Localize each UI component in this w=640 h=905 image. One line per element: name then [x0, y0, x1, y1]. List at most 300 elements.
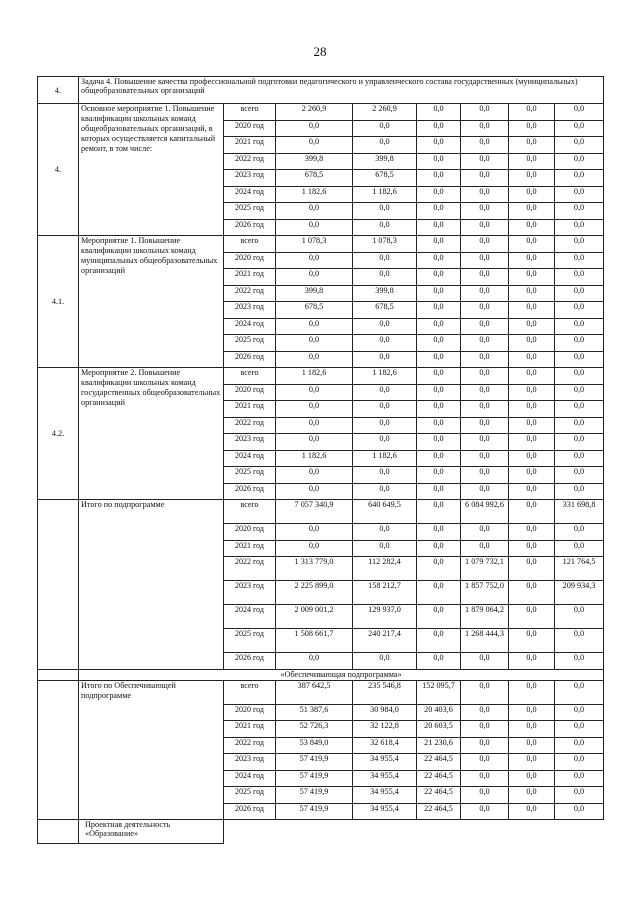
- value-cell: 0,0: [276, 335, 353, 352]
- year-cell: 2023 год: [224, 302, 276, 319]
- value-cell: 0,0: [461, 203, 509, 220]
- year-cell: 2025 год: [224, 629, 276, 653]
- year-cell: 2025 год: [224, 335, 276, 352]
- section-header: «Обеспечивающая подпрограмма»: [79, 669, 604, 680]
- value-cell: 0,0: [555, 483, 604, 500]
- value-cell: 0,0: [509, 737, 555, 754]
- value-cell: 0,0: [555, 401, 604, 418]
- value-cell: 57 419,9: [276, 770, 353, 787]
- year-cell: 2020 год: [224, 120, 276, 137]
- task-row: [38, 77, 604, 104]
- value-cell: 0,0: [555, 335, 604, 352]
- value-cell: 0,0: [461, 269, 509, 286]
- value-cell: 0,0: [276, 203, 353, 220]
- item-name: Итого по подпрограмме: [79, 500, 224, 670]
- value-cell: 0,0: [417, 186, 461, 203]
- value-cell: 0,0: [555, 236, 604, 253]
- value-cell: 0,0: [509, 252, 555, 269]
- value-cell: 0,0: [509, 434, 555, 451]
- value-cell: 0,0: [461, 285, 509, 302]
- value-cell: 0,0: [461, 754, 509, 771]
- value-cell: 0,0: [555, 737, 604, 754]
- value-cell: 678,5: [353, 170, 417, 187]
- value-cell: 0,0: [461, 680, 509, 704]
- value-cell: 0,0: [555, 605, 604, 629]
- year-cell: всего: [224, 680, 276, 704]
- year-cell: 2021 год: [224, 269, 276, 286]
- value-cell: 0,0: [555, 104, 604, 121]
- year-cell: 2026 год: [224, 653, 276, 670]
- value-cell: 0,0: [461, 540, 509, 557]
- year-cell: 2022 год: [224, 417, 276, 434]
- budget-table: [37, 76, 604, 844]
- value-cell: 0,0: [509, 335, 555, 352]
- value-cell: 0,0: [555, 803, 604, 820]
- value-cell: 0,0: [509, 153, 555, 170]
- value-cell: 0,0: [461, 302, 509, 319]
- value-cell: 0,0: [555, 417, 604, 434]
- value-cell: 53 849,0: [276, 737, 353, 754]
- value-cell: 52 726,3: [276, 721, 353, 738]
- value-cell: 0,0: [509, 629, 555, 653]
- value-cell: 0,0: [555, 770, 604, 787]
- value-cell: 0,0: [509, 203, 555, 220]
- value-cell: 0,0: [555, 318, 604, 335]
- value-cell: 0,0: [276, 540, 353, 557]
- item-name: Основное мероприятие 1. Повышение квалификации школьных команд общеобразовательных организаций, в которых осуществляется капитальный ремонт, в том числе:: [79, 104, 224, 236]
- value-cell: 112 282,4: [353, 557, 417, 581]
- value-cell: 0,0: [417, 302, 461, 319]
- value-cell: 20 403,6: [417, 704, 461, 721]
- value-cell: 0,0: [555, 524, 604, 541]
- value-cell: 0,0: [509, 540, 555, 557]
- value-cell: 0,0: [276, 524, 353, 541]
- value-cell: 0,0: [417, 137, 461, 154]
- value-cell: 0,0: [509, 219, 555, 236]
- table-row: [38, 104, 604, 121]
- value-cell: 0,0: [461, 236, 509, 253]
- value-cell: 0,0: [509, 384, 555, 401]
- value-cell: 0,0: [417, 269, 461, 286]
- value-cell: 1 078,3: [276, 236, 353, 253]
- value-cell: 0,0: [461, 524, 509, 541]
- value-cell: 0,0: [417, 581, 461, 605]
- value-cell: 0,0: [509, 318, 555, 335]
- value-cell: 0,0: [509, 417, 555, 434]
- value-cell: 0,0: [555, 540, 604, 557]
- value-cell: 0,0: [276, 401, 353, 418]
- value-cell: 0,0: [353, 137, 417, 154]
- year-cell: 2023 год: [224, 754, 276, 771]
- value-cell: 0,0: [461, 737, 509, 754]
- year-cell: 2021 год: [224, 721, 276, 738]
- value-cell: 0,0: [461, 417, 509, 434]
- value-cell: 0,0: [276, 434, 353, 451]
- value-cell: 1 182,6: [353, 368, 417, 385]
- value-cell: 0,0: [509, 401, 555, 418]
- year-cell: всего: [224, 368, 276, 385]
- value-cell: 57 419,9: [276, 803, 353, 820]
- value-cell: 0,0: [417, 368, 461, 385]
- value-cell: 1 508 661,7: [276, 629, 353, 653]
- value-cell: 0,0: [555, 153, 604, 170]
- value-cell: 0,0: [353, 483, 417, 500]
- value-cell: 0,0: [509, 770, 555, 787]
- value-cell: 0,0: [555, 721, 604, 738]
- value-cell: 0,0: [461, 104, 509, 121]
- value-cell: 0,0: [276, 384, 353, 401]
- value-cell: 0,0: [417, 605, 461, 629]
- value-cell: 2 260,9: [276, 104, 353, 121]
- task-number: 4.: [38, 77, 79, 104]
- year-cell: 2026 год: [224, 803, 276, 820]
- value-cell: 1 182,6: [276, 450, 353, 467]
- value-cell: 0,0: [461, 434, 509, 451]
- value-cell: 0,0: [555, 170, 604, 187]
- year-cell: 2024 год: [224, 318, 276, 335]
- value-cell: 0,0: [461, 351, 509, 368]
- year-cell: 2022 год: [224, 737, 276, 754]
- value-cell: 22 464,5: [417, 803, 461, 820]
- value-cell: 51 387,6: [276, 704, 353, 721]
- value-cell: 0,0: [461, 704, 509, 721]
- year-cell: 2020 год: [224, 384, 276, 401]
- value-cell: 0,0: [509, 368, 555, 385]
- final-title: Проектная деятельность «Образование»: [79, 820, 224, 844]
- value-cell: 152 095,7: [417, 680, 461, 704]
- value-cell: 387 642,5: [276, 680, 353, 704]
- value-cell: 0,0: [276, 120, 353, 137]
- value-cell: 0,0: [417, 252, 461, 269]
- value-cell: 0,0: [555, 680, 604, 704]
- value-cell: 0,0: [353, 401, 417, 418]
- value-cell: 0,0: [509, 721, 555, 738]
- value-cell: 0,0: [353, 318, 417, 335]
- value-cell: 0,0: [417, 236, 461, 253]
- year-cell: всего: [224, 104, 276, 121]
- value-cell: 0,0: [555, 434, 604, 451]
- value-cell: 34 955,4: [353, 787, 417, 804]
- value-cell: 158 212,7: [353, 581, 417, 605]
- year-cell: всего: [224, 500, 276, 524]
- value-cell: 1 182,6: [276, 368, 353, 385]
- value-cell: 0,0: [353, 434, 417, 451]
- value-cell: 0,0: [417, 557, 461, 581]
- value-cell: 0,0: [461, 137, 509, 154]
- value-cell: 0,0: [509, 137, 555, 154]
- final-number: [38, 820, 79, 844]
- value-cell: 0,0: [461, 318, 509, 335]
- value-cell: 0,0: [555, 137, 604, 154]
- value-cell: 0,0: [417, 524, 461, 541]
- year-cell: 2020 год: [224, 252, 276, 269]
- row-number: 4.: [38, 104, 79, 236]
- value-cell: 678,5: [276, 302, 353, 319]
- year-cell: 2024 год: [224, 186, 276, 203]
- table-row: [38, 500, 604, 524]
- value-cell: 399,8: [276, 153, 353, 170]
- value-cell: 0,0: [461, 153, 509, 170]
- row-number: [38, 680, 79, 820]
- value-cell: 0,0: [461, 770, 509, 787]
- value-cell: 0,0: [509, 483, 555, 500]
- value-cell: 30 984,0: [353, 704, 417, 721]
- value-cell: 0,0: [417, 285, 461, 302]
- item-name: Итого по Обеспечивающей подпрограмме: [79, 680, 224, 820]
- value-cell: 1 879 064,2: [461, 605, 509, 629]
- value-cell: 0,0: [353, 524, 417, 541]
- value-cell: 0,0: [276, 467, 353, 484]
- year-cell: 2020 год: [224, 704, 276, 721]
- value-cell: 2 225 899,0: [276, 581, 353, 605]
- value-cell: 0,0: [509, 120, 555, 137]
- value-cell: 129 937,0: [353, 605, 417, 629]
- table-row: [38, 680, 604, 704]
- value-cell: 0,0: [276, 318, 353, 335]
- value-cell: 0,0: [555, 629, 604, 653]
- value-cell: 0,0: [276, 351, 353, 368]
- value-cell: 0,0: [555, 384, 604, 401]
- value-cell: 0,0: [461, 186, 509, 203]
- value-cell: 0,0: [276, 653, 353, 670]
- value-cell: 34 955,4: [353, 803, 417, 820]
- value-cell: 1 268 444,3: [461, 629, 509, 653]
- table-row: [38, 368, 604, 385]
- value-cell: 0,0: [461, 120, 509, 137]
- value-cell: 0,0: [276, 219, 353, 236]
- value-cell: 0,0: [461, 483, 509, 500]
- year-cell: 2025 год: [224, 787, 276, 804]
- value-cell: 0,0: [461, 721, 509, 738]
- value-cell: 0,0: [417, 540, 461, 557]
- value-cell: 0,0: [509, 605, 555, 629]
- year-cell: всего: [224, 236, 276, 253]
- year-cell: 2025 год: [224, 203, 276, 220]
- year-cell: 2026 год: [224, 351, 276, 368]
- value-cell: 0,0: [555, 302, 604, 319]
- year-cell: 2023 год: [224, 581, 276, 605]
- value-cell: 0,0: [417, 500, 461, 524]
- value-cell: 0,0: [353, 335, 417, 352]
- value-cell: 0,0: [509, 500, 555, 524]
- section-header-row: [38, 669, 604, 680]
- value-cell: 0,0: [461, 335, 509, 352]
- value-cell: 32 618,4: [353, 737, 417, 754]
- value-cell: 0,0: [417, 203, 461, 220]
- value-cell: 0,0: [555, 285, 604, 302]
- value-cell: 1 078,3: [353, 236, 417, 253]
- value-cell: 640 649,5: [353, 500, 417, 524]
- value-cell: 20 603,5: [417, 721, 461, 738]
- value-cell: 0,0: [417, 104, 461, 121]
- value-cell: 0,0: [417, 153, 461, 170]
- value-cell: 0,0: [461, 467, 509, 484]
- value-cell: 121 764,5: [555, 557, 604, 581]
- value-cell: 0,0: [461, 219, 509, 236]
- value-cell: 0,0: [555, 754, 604, 771]
- value-cell: 1 079 732,1: [461, 557, 509, 581]
- value-cell: 0,0: [417, 318, 461, 335]
- value-cell: 0,0: [555, 219, 604, 236]
- value-cell: 0,0: [417, 467, 461, 484]
- value-cell: 0,0: [555, 368, 604, 385]
- value-cell: 678,5: [353, 302, 417, 319]
- value-cell: 2 009 001,2: [276, 605, 353, 629]
- value-cell: 32 122,8: [353, 721, 417, 738]
- value-cell: 21 230,6: [417, 737, 461, 754]
- value-cell: 0,0: [353, 384, 417, 401]
- value-cell: 399,8: [353, 153, 417, 170]
- value-cell: 0,0: [509, 581, 555, 605]
- value-cell: 57 419,9: [276, 754, 353, 771]
- value-cell: 0,0: [555, 186, 604, 203]
- year-cell: 2020 год: [224, 524, 276, 541]
- value-cell: 22 464,5: [417, 754, 461, 771]
- year-cell: 2022 год: [224, 153, 276, 170]
- value-cell: 0,0: [353, 252, 417, 269]
- page-number: 28: [313, 44, 327, 59]
- value-cell: 0,0: [509, 302, 555, 319]
- year-cell: 2024 год: [224, 605, 276, 629]
- row-number: 4.2.: [38, 368, 79, 500]
- year-cell: 2022 год: [224, 285, 276, 302]
- value-cell: 0,0: [509, 285, 555, 302]
- year-cell: 2024 год: [224, 770, 276, 787]
- value-cell: 0,0: [509, 269, 555, 286]
- value-cell: 0,0: [417, 384, 461, 401]
- table-row: [38, 236, 604, 253]
- value-cell: 0,0: [555, 203, 604, 220]
- value-cell: 0,0: [509, 186, 555, 203]
- value-cell: 0,0: [461, 384, 509, 401]
- value-cell: 0,0: [509, 754, 555, 771]
- value-cell: 57 419,9: [276, 787, 353, 804]
- value-cell: 0,0: [417, 401, 461, 418]
- value-cell: 1 313 779,0: [276, 557, 353, 581]
- value-cell: 0,0: [353, 467, 417, 484]
- value-cell: 0,0: [555, 704, 604, 721]
- value-cell: 399,8: [353, 285, 417, 302]
- value-cell: 6 084 992,6: [461, 500, 509, 524]
- item-name: Мероприятие 2. Повышение квалификации школьных команд государственных общеобразовательных организаций: [79, 368, 224, 500]
- value-cell: 0,0: [509, 557, 555, 581]
- value-cell: 240 217,4: [353, 629, 417, 653]
- value-cell: 34 955,4: [353, 754, 417, 771]
- value-cell: 0,0: [509, 170, 555, 187]
- item-name: Мероприятие 1. Повышение квалификации школьных команд муниципальных общеобразовательных организаций: [79, 236, 224, 368]
- value-cell: 34 955,4: [353, 770, 417, 787]
- value-cell: 0,0: [555, 120, 604, 137]
- value-cell: 0,0: [461, 170, 509, 187]
- value-cell: 0,0: [461, 653, 509, 670]
- value-cell: 0,0: [417, 335, 461, 352]
- value-cell: 1 857 752,0: [461, 581, 509, 605]
- task-title: Задача 4. Повышение качества профессиональной подготовки педагогического и управленческого состава государственных (муниципальных) общеобразовательных организаций: [79, 77, 604, 104]
- value-cell: 2 260,9: [353, 104, 417, 121]
- value-cell: 0,0: [555, 467, 604, 484]
- value-cell: 235 546,8: [353, 680, 417, 704]
- value-cell: 399,8: [276, 285, 353, 302]
- value-cell: 0,0: [509, 351, 555, 368]
- value-cell: 0,0: [353, 269, 417, 286]
- value-cell: 0,0: [509, 787, 555, 804]
- value-cell: 0,0: [509, 467, 555, 484]
- value-cell: 0,0: [555, 653, 604, 670]
- value-cell: 0,0: [417, 170, 461, 187]
- value-cell: 0,0: [353, 653, 417, 670]
- value-cell: 22 464,5: [417, 770, 461, 787]
- value-cell: 0,0: [417, 417, 461, 434]
- value-cell: 0,0: [509, 680, 555, 704]
- year-cell: 2022 год: [224, 557, 276, 581]
- table-body: [38, 77, 604, 844]
- value-cell: 22 464,5: [417, 787, 461, 804]
- value-cell: 0,0: [353, 120, 417, 137]
- value-cell: 0,0: [417, 450, 461, 467]
- value-cell: 0,0: [509, 803, 555, 820]
- year-cell: 2021 год: [224, 137, 276, 154]
- value-cell: 0,0: [353, 219, 417, 236]
- value-cell: 0,0: [461, 787, 509, 804]
- value-cell: 0,0: [276, 483, 353, 500]
- value-cell: 0,0: [555, 269, 604, 286]
- value-cell: 0,0: [555, 787, 604, 804]
- value-cell: 0,0: [509, 236, 555, 253]
- value-cell: 0,0: [461, 368, 509, 385]
- value-cell: 1 182,6: [276, 186, 353, 203]
- value-cell: 209 934,3: [555, 581, 604, 605]
- final-empty: [224, 820, 604, 844]
- value-cell: 0,0: [417, 629, 461, 653]
- value-cell: 0,0: [353, 351, 417, 368]
- final-row: [38, 820, 604, 844]
- value-cell: 0,0: [461, 401, 509, 418]
- value-cell: 0,0: [509, 104, 555, 121]
- value-cell: 0,0: [276, 137, 353, 154]
- value-cell: 0,0: [276, 269, 353, 286]
- value-cell: 0,0: [555, 450, 604, 467]
- year-cell: 2021 год: [224, 540, 276, 557]
- value-cell: 0,0: [417, 120, 461, 137]
- value-cell: 331 698,8: [555, 500, 604, 524]
- value-cell: 0,0: [461, 803, 509, 820]
- value-cell: 0,0: [417, 483, 461, 500]
- year-cell: 2023 год: [224, 170, 276, 187]
- row-number: 4.1.: [38, 236, 79, 368]
- year-cell: 2021 год: [224, 401, 276, 418]
- value-cell: 0,0: [276, 417, 353, 434]
- value-cell: 0,0: [509, 450, 555, 467]
- value-cell: 1 182,6: [353, 186, 417, 203]
- value-cell: 1 182,6: [353, 450, 417, 467]
- value-cell: 0,0: [353, 203, 417, 220]
- year-cell: 2026 год: [224, 219, 276, 236]
- value-cell: 0,0: [461, 252, 509, 269]
- value-cell: 0,0: [417, 653, 461, 670]
- value-cell: 0,0: [417, 351, 461, 368]
- row-number: [38, 500, 79, 670]
- value-cell: 0,0: [353, 540, 417, 557]
- value-cell: 0,0: [417, 219, 461, 236]
- value-cell: 0,0: [276, 252, 353, 269]
- year-cell: 2024 год: [224, 450, 276, 467]
- year-cell: 2026 год: [224, 483, 276, 500]
- value-cell: 0,0: [417, 434, 461, 451]
- value-cell: 678,5: [276, 170, 353, 187]
- year-cell: 2023 год: [224, 434, 276, 451]
- value-cell: 7 057 340,9: [276, 500, 353, 524]
- value-cell: 0,0: [509, 704, 555, 721]
